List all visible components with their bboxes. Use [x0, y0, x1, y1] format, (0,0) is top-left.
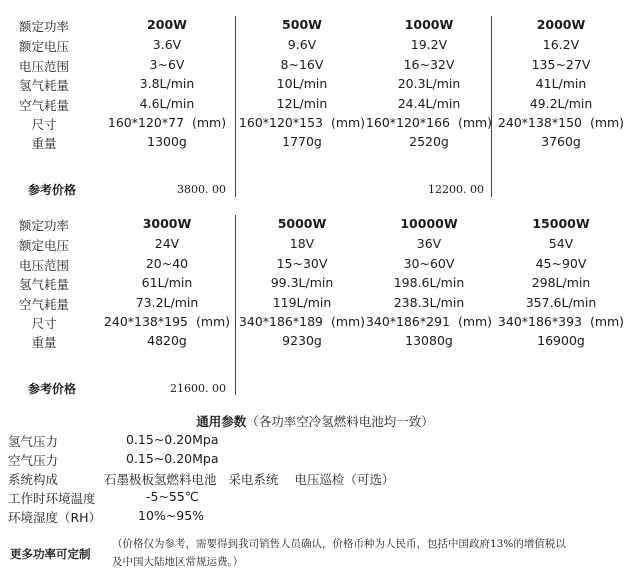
cell-h2: 298L/min — [531, 275, 591, 290]
cell-h2: 10L/min — [276, 76, 328, 91]
price-label: 参考价格 — [28, 183, 77, 197]
cell-voltage: 16.2V — [542, 37, 580, 52]
cell-air: 73.2L/min — [135, 295, 199, 310]
cell-weight: 1300g — [147, 134, 187, 149]
row-label-range: 电压范围 — [18, 59, 69, 74]
cell-air: 4.6L/min — [139, 96, 195, 111]
param-value-temperature: -5~55℃ — [146, 489, 199, 504]
cell-voltage: 3.6V — [152, 37, 182, 52]
cell-size: 160*120*166 (mm) — [365, 115, 493, 130]
param-label-temperature: 工作时环境温度 — [8, 491, 96, 506]
cell-weight: 13080g — [405, 333, 453, 348]
cell-power-500w: 500W — [282, 17, 322, 32]
cell-power-1000w: 1000W — [404, 17, 454, 32]
price-note-line-2: 及中国大陆地区常规运费。） — [112, 556, 244, 568]
row-label-weight: 重量 — [31, 136, 57, 151]
cell-voltage: 54V — [548, 236, 574, 251]
cell-size: 340*186*189 (mm) — [238, 314, 366, 329]
cell-size: 160*120*153 (mm) — [238, 115, 366, 130]
cell-h2: 198.6L/min — [393, 275, 465, 290]
cell-h2: 61L/min — [141, 275, 193, 290]
price-label: 参考价格 — [28, 382, 77, 396]
cell-air: 357.6L/min — [525, 295, 597, 310]
cell-weight: 2520g — [409, 134, 449, 149]
param-label-air-pressure: 空气压力 — [8, 453, 59, 468]
cell-h2: 20.3L/min — [397, 76, 461, 91]
cell-voltage: 24V — [154, 236, 180, 251]
general-params-title-note: （各功率空冷氢燃料电池均一致） — [246, 414, 434, 429]
row-label-h2: 氢气耗量 — [18, 78, 69, 93]
cell-power-200w: 200W — [147, 17, 187, 32]
price-value: 3800. 00 — [177, 183, 226, 196]
cell-weight: 16900g — [537, 333, 585, 348]
row-label-air: 空气耗量 — [18, 297, 69, 312]
row-label-weight: 重量 — [31, 335, 57, 350]
price-note-line-1: （价格仅为参考，需要得到我司销售人员确认，价格币种为人民币，包括中国政府13%的增值税以 — [112, 538, 566, 550]
cell-range: 30~60V — [403, 256, 455, 271]
cell-weight: 9230g — [282, 333, 322, 348]
cell-power-15000w: 15000W — [532, 216, 590, 231]
param-label-h2-pressure: 氢气压力 — [8, 434, 59, 449]
column-divider — [235, 16, 236, 197]
row-label-voltage: 额定电压 — [18, 238, 69, 253]
cell-range: 3~6V — [149, 57, 185, 72]
cell-power-2000w: 2000W — [536, 17, 586, 32]
custom-power-label: 更多功率可定制 — [10, 547, 91, 561]
cell-voltage: 36V — [416, 236, 442, 251]
cell-power-5000w: 5000W — [277, 216, 327, 231]
row-label-power: 额定功率 — [18, 19, 69, 34]
cell-h2: 3.8L/min — [139, 76, 195, 91]
param-value-h2-pressure: 0.15~0.20Mpa — [126, 432, 219, 447]
cell-size: 240*138*150 (mm) — [497, 115, 625, 130]
general-params-title — [0, 412, 630, 430]
param-value-humidity: 10%~95% — [138, 508, 205, 523]
cell-size: 340*186*393 (mm) — [497, 314, 625, 329]
cell-power-10000w: 10000W — [400, 216, 458, 231]
cell-size: 340*186*291 (mm) — [365, 314, 493, 329]
param-value-system: 石墨极板氢燃料电池 采电系统 电压巡检（可选） — [104, 472, 395, 487]
cell-weight: 4820g — [147, 333, 187, 348]
cell-air: 49.2L/min — [529, 96, 593, 111]
row-label-size: 尺寸 — [31, 316, 57, 331]
general-params-title-bold: 通用参数 — [196, 414, 247, 429]
cell-voltage: 18V — [289, 236, 315, 251]
price-value: 21600. 00 — [170, 382, 226, 395]
cell-weight: 3760g — [541, 134, 581, 149]
cell-range: 20~40 — [145, 256, 189, 271]
row-label-air: 空气耗量 — [18, 98, 69, 113]
price-value: 12200. 00 — [428, 183, 484, 196]
cell-voltage: 19.2V — [410, 37, 448, 52]
cell-air: 119L/min — [272, 295, 332, 310]
cell-weight: 1770g — [282, 134, 322, 149]
row-label-range: 电压范围 — [18, 258, 69, 273]
cell-air: 24.4L/min — [397, 96, 461, 111]
column-divider — [491, 16, 492, 197]
cell-range: 45~90V — [535, 256, 587, 271]
row-label-size: 尺寸 — [31, 117, 57, 132]
cell-power-3000w: 3000W — [142, 216, 192, 231]
cell-size: 240*138*195 (mm) — [103, 314, 231, 329]
cell-range: 16~32V — [403, 57, 455, 72]
cell-air: 12L/min — [276, 96, 328, 111]
param-label-humidity: 环境湿度（RH） — [8, 510, 102, 525]
cell-size: 160*120*77 (mm) — [107, 115, 227, 130]
cell-range: 15~30V — [276, 256, 328, 271]
row-label-power: 额定功率 — [18, 218, 69, 233]
cell-air: 238.3L/min — [393, 295, 465, 310]
row-label-voltage: 额定电压 — [18, 39, 69, 54]
cell-h2: 99.3L/min — [270, 275, 334, 290]
cell-voltage: 9.6V — [287, 37, 317, 52]
column-divider — [235, 215, 236, 395]
param-value-air-pressure: 0.15~0.20Mpa — [126, 451, 219, 466]
cell-h2: 41L/min — [535, 76, 587, 91]
param-label-system: 系统构成 — [8, 472, 59, 487]
row-label-h2: 氢气耗量 — [18, 277, 69, 292]
cell-range: 8~16V — [280, 57, 324, 72]
cell-range: 135~27V — [531, 57, 591, 72]
